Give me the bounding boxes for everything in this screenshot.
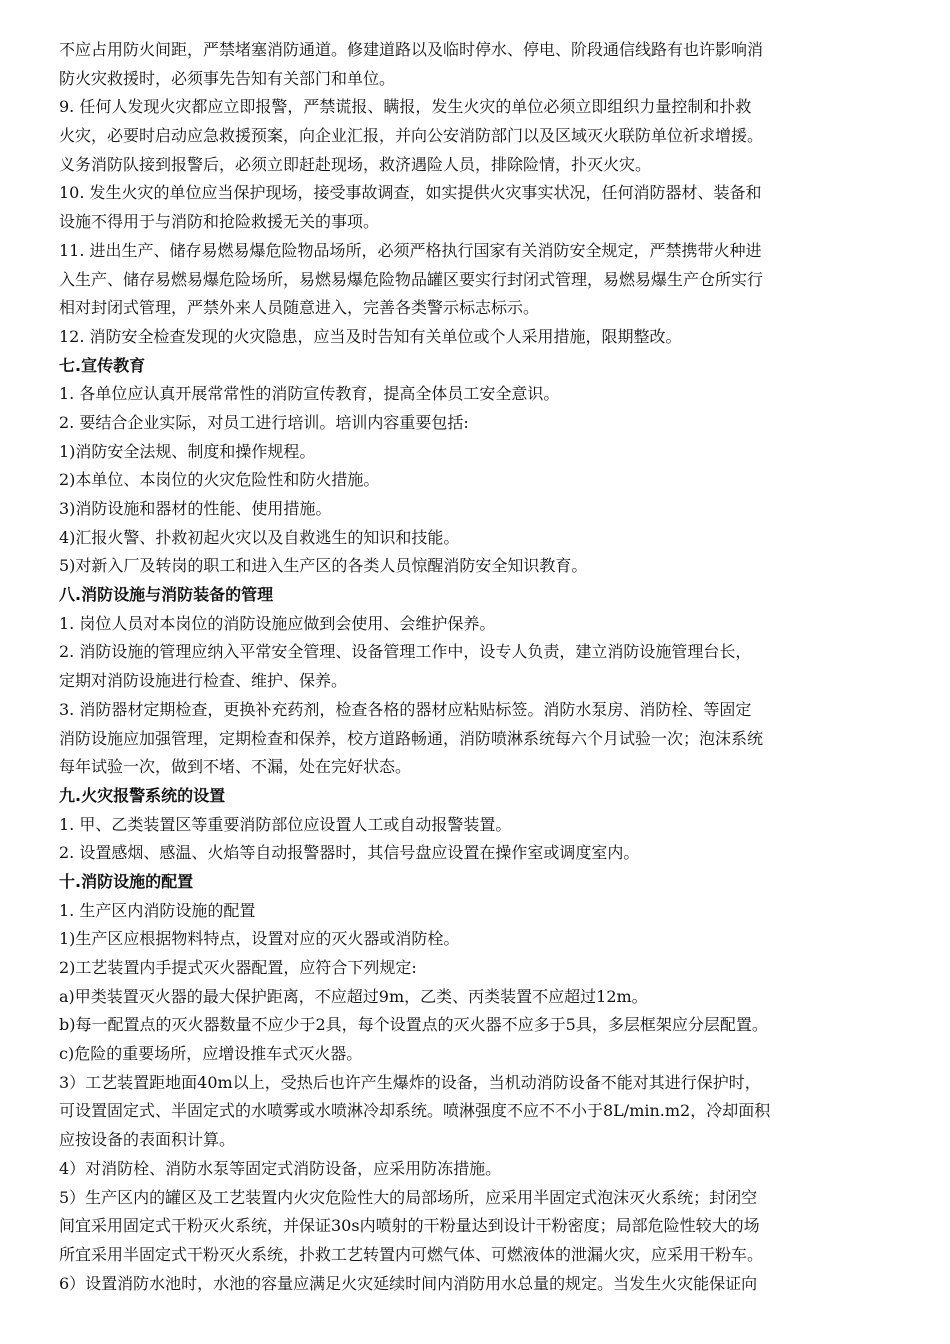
text-line: b)每一配置点的灭火器数量不应少于2具，每个设置点的灭火器不应多于5具，多层框架应分层配置。 [59, 1015, 768, 1035]
text-line: 1. 岗位人员对本岗位的消防设施应做到会使用、会维护保养。 [59, 613, 496, 633]
text-line: 5）生产区内的罐区及工艺装置内火灾危险性大的局部场所，应采用半固定式泡沫灭火系统；封闭空 [59, 1187, 758, 1207]
text-line: 所宜采用半固定式干粉灭火系统，扑救工艺转置内可燃气体、可燃液体的泄漏火灾，应采用干粉车。 [59, 1244, 764, 1264]
text-line: 每年试验一次，做到不堵、不漏，处在完好状态。 [59, 757, 412, 777]
text-line: 1. 生产区内消防设施的配置 [59, 900, 256, 920]
text-line: 2)本单位、本岗位的火灾危险性和防火措施。 [59, 470, 380, 490]
text-line: 火灾，必要时启动应急救援预案，向企业汇报，并向公安消防部门以及区域灭火联防单位祈求增援。 [59, 126, 764, 146]
text-line: 设施不得用于与消防和抢险救援无关的事项。 [59, 212, 380, 232]
text-line: 9. 任何人发现火灾都应立即报警，严禁谎报、瞒报，发生火灾的单位必须立即组织力量控制和扑救 [59, 97, 752, 117]
text-line: 间宜采用固定式干粉灭火系统，并保证30s内喷射的干粉量达到设计干粉密度；局部危险性较大的场 [59, 1216, 760, 1236]
text-line: 2. 消防设施的管理应纳入平常安全管理、设备管理工作中，设专人负责，建立消防设施管理台长， [59, 642, 752, 662]
text-line: 3)消防设施和器材的性能、使用措施。 [59, 499, 332, 518]
text-line: 2. 设置感烟、感温、火焰等自动报警器时，其信号盘应设置在操作室或调度室内。 [59, 843, 640, 863]
text-line: 消防设施应加强管理，定期检查和保养，校方道路畅通，消防喷淋系统每六个月试验一次；泡沫系统 [59, 728, 764, 748]
text-line: 应按设备的表面积计算。 [59, 1130, 236, 1150]
text-line: 防火灾救援时，必须事先告知有关部门和单位。 [59, 68, 396, 88]
text-line: 义务消防队接到报警后，必须立即赶赴现场，救济遇险人员，排除险情，扑灭火灾。 [59, 154, 652, 174]
section-heading: 七.宣传教育 [59, 355, 146, 375]
text-line: 1)生产区应根据物料特点，设置对应的灭火器或消防栓。 [59, 929, 460, 949]
text-line: 5)对新入厂及转岗的职工和进入生产区的各类人员惊醒消防安全知识教育。 [59, 556, 588, 576]
text-line: 10. 发生火灾的单位应当保护现场，接受事故调查，如实提供火灾事实状况，任何消防器材、装备和 [59, 183, 762, 203]
text-line: 定期对消防设施进行检查、维护、保养。 [59, 671, 348, 691]
section-heading: 十.消防设施的配置 [59, 871, 194, 891]
document-page [59, 36, 905, 1298]
text-line: 12. 消防安全检查发现的火灾隐患，应当及时告知有关单位或个人采用措施，限期整改。 [59, 326, 682, 346]
text-line: 1. 各单位应认真开展常常性的消防宣传教育，提高全体员工安全意识。 [59, 384, 560, 404]
text-line: a)甲类装置灭火器的最大保护距离，不应超过9m，乙类、丙类装置不应超过12m。 [59, 986, 648, 1006]
text-line: 2)工艺装置内手提式灭火器配置，应符合下列规定: [59, 958, 417, 977]
text-line: 不应占用防火间距，严禁堵塞消防通道。修建道路以及临时停水、停电、阶段通信线路有也许影响消 [59, 40, 764, 59]
text-line: 1)消防安全法规、制度和操作规程。 [59, 441, 316, 461]
text-line: 4）对消防栓、消防水泵等固定式消防设备，应采用防冻措施。 [59, 1158, 502, 1178]
text-line: 3. 消防器材定期检查，更换补充药剂，检查各格的器材应粘贴标签。消防水泵房、消防栓、等固定 [59, 699, 752, 719]
text-line: 11. 进出生产、储存易燃易爆危险物品场所，必须严格执行国家有关消防安全规定，严禁携带火种进 [59, 240, 762, 260]
text-line: 相对封闭式管理，严禁外来人员随意进入，完善各类警示标志标示。 [59, 298, 540, 318]
text-line: 可设置固定式、半固定式的水喷雾或水喷淋冷却系统。喷淋强度不应不不小于8L/min.m2，冷却面积 [59, 1101, 771, 1121]
text-line: c)危险的重要场所，应增设推车式灭火器。 [59, 1044, 363, 1064]
section-heading: 九.火灾报警系统的设置 [59, 785, 226, 805]
text-line: 3）工艺装置距地面40m以上，受热后也许产生爆炸的设备，当机动消防设备不能对其进行保护时， [59, 1072, 761, 1092]
text-line: 入生产、储存易燃易爆危险场所，易燃易爆危险物品罐区要实行封闭式管理，易燃易爆生产仓所实行 [59, 269, 764, 289]
text-line: 2. 要结合企业实际，对员工进行培训。培训内容重要包括: [59, 412, 469, 432]
section-heading: 八.消防设施与消防装备的管理 [59, 585, 274, 605]
text-line: 6）设置消防水池时，水池的容量应满足火灾延续时间内消防用水总量的规定。当发生火灾能保证向 [59, 1273, 758, 1293]
text-line: 4)汇报火警、扑救初起火灾以及自救逃生的知识和技能。 [59, 527, 460, 547]
text-line: 1. 甲、乙类装置区等重要消防部位应设置人工或自动报警装置。 [59, 814, 512, 834]
